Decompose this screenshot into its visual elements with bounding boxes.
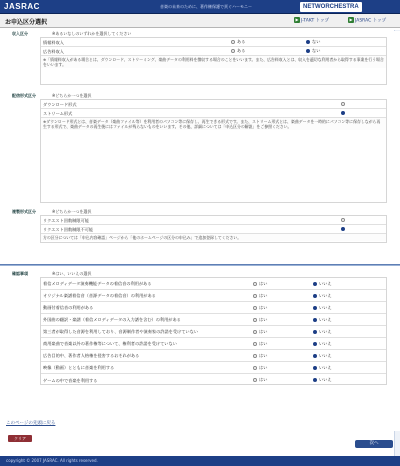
- radio-icon[interactable]: [313, 294, 317, 298]
- row-label: ゲームの中で音楽を利用する: [43, 377, 98, 383]
- radio-icon[interactable]: [253, 318, 257, 322]
- row-label: ストリーム形式: [43, 110, 73, 116]
- row-label: 着信メロディデータ演奏機能データの着信音の利用がある: [43, 281, 152, 286]
- table-row: [41, 109, 386, 118]
- jtakt-top-link[interactable]: ▶ J-TAKT トップ: [295, 17, 330, 24]
- option-yes[interactable]: はい: [253, 377, 313, 383]
- table-row: [41, 38, 386, 47]
- option-yes[interactable]: はい: [253, 341, 313, 347]
- row-label: リクエスト回数制限不可能: [43, 226, 94, 232]
- table-row: [41, 338, 386, 350]
- option-select[interactable]: [341, 102, 381, 106]
- table-row: [41, 100, 386, 109]
- table-row: [41, 278, 386, 290]
- radio-icon[interactable]: [341, 227, 345, 231]
- radio-icon[interactable]: [313, 282, 317, 286]
- table-row: [41, 225, 386, 234]
- header-tagline: 音楽の未来のために、著作権保護で貢ぐハーモニー: [160, 4, 252, 9]
- delivery-grid: [40, 99, 387, 203]
- radio-icon[interactable]: [253, 366, 257, 370]
- option-yes[interactable]: はい: [253, 365, 313, 371]
- radio-icon[interactable]: [231, 40, 235, 44]
- radio-icon[interactable]: [231, 49, 235, 53]
- option-no[interactable]: いいえ: [313, 353, 373, 359]
- option-no[interactable]: いいえ: [313, 377, 373, 383]
- back-to-top-link[interactable]: このページの先頭に戻る: [6, 421, 56, 426]
- option-no[interactable]: ない: [306, 39, 381, 45]
- table-row: [41, 302, 386, 314]
- confirmation-grid: [40, 277, 387, 385]
- application-form: [0, 31, 400, 441]
- section-instruction: ※はい、いいえの選択: [52, 271, 92, 276]
- row-label: 第三者が取得した音源を利用しており、音源制作者や演奏家の許諾を受けていない: [43, 329, 198, 334]
- table-row: [41, 290, 386, 302]
- row-label: 映像（動画）とともに音楽を利用する: [43, 365, 115, 370]
- option-no[interactable]: いいえ: [313, 365, 373, 371]
- jasrac-logo[interactable]: JASRAC: [4, 2, 40, 11]
- option-yes[interactable]: ある: [231, 39, 306, 45]
- section-instruction: ※どちらか一つを選択: [52, 93, 92, 98]
- jasrac-top-link[interactable]: ▶ JASRAC トップ: [349, 17, 387, 24]
- option-yes[interactable]: はい: [253, 329, 313, 335]
- radio-icon[interactable]: [306, 49, 310, 53]
- income-section: [0, 31, 400, 87]
- radio-icon[interactable]: [253, 330, 257, 334]
- row-label: 広告目的中、著作者人格権を侵害するおそれがある: [43, 353, 140, 358]
- income-grid: [40, 37, 387, 85]
- arrow-right-icon: ▶: [295, 17, 299, 22]
- row-label: ダウンロード形式: [43, 101, 77, 107]
- table-row: [41, 47, 386, 56]
- option-yes[interactable]: はい: [253, 353, 313, 359]
- radio-icon[interactable]: [253, 282, 257, 286]
- option-yes[interactable]: はい: [253, 281, 313, 287]
- replication-section: [0, 209, 400, 254]
- radio-icon[interactable]: [341, 102, 345, 106]
- page-title: お申込区分選択: [5, 19, 48, 26]
- table-row: [41, 326, 386, 338]
- option-yes[interactable]: はい: [253, 293, 313, 299]
- radio-icon[interactable]: [313, 378, 317, 382]
- radio-icon[interactable]: [341, 111, 345, 115]
- radio-icon[interactable]: [313, 318, 317, 322]
- section-label: 確認事項: [12, 271, 28, 276]
- section-instruction: ※あるいなしのいずれかを選択してください: [52, 31, 132, 36]
- next-button[interactable]: 次へ: [355, 440, 393, 448]
- footer-copyright: copyright © 2007 JASRAC. All rights reserved.: [0, 456, 400, 466]
- option-yes[interactable]: はい: [253, 317, 313, 323]
- replication-note: 方の区分については「申込内容確認」ページから「他のホームページの区分の申込み」で追加登録してください。: [41, 234, 386, 241]
- networchestra-logo[interactable]: NETWORCHESTRA: [300, 2, 362, 12]
- option-select[interactable]: [341, 227, 381, 231]
- clear-button[interactable]: クリア: [8, 435, 32, 442]
- option-no[interactable]: いいえ: [313, 305, 373, 311]
- radio-icon[interactable]: [313, 330, 317, 334]
- option-select[interactable]: [341, 218, 381, 222]
- section-label: 配信形式区分: [12, 93, 36, 98]
- radio-icon[interactable]: [253, 294, 257, 298]
- table-row: [41, 314, 386, 326]
- delivery-section: [0, 93, 400, 203]
- radio-icon[interactable]: [306, 40, 310, 44]
- frame-splitter[interactable]: [0, 264, 400, 266]
- row-label: 動画付着信音の利用がある: [43, 305, 94, 310]
- option-no[interactable]: いいえ: [313, 293, 373, 299]
- table-row: [41, 216, 386, 225]
- option-select[interactable]: [341, 111, 381, 115]
- row-label: オリジナル楽譜着信音（音源データの着信音）の利用がある: [43, 293, 156, 298]
- site-header: [0, 0, 400, 14]
- row-label: 商用楽曲で音楽以外の著作権等について、権利者の許諾を受けていない: [43, 341, 177, 346]
- section-label: 複製形式区分: [12, 209, 36, 214]
- radio-icon[interactable]: [313, 342, 317, 346]
- radio-icon[interactable]: [313, 366, 317, 370]
- row-label: 広告料収入: [43, 48, 64, 54]
- option-no[interactable]: いいえ: [313, 281, 373, 287]
- replication-grid: [40, 215, 387, 243]
- row-label: リクエスト回数制限可能: [43, 217, 89, 223]
- option-yes[interactable]: ある: [231, 48, 306, 54]
- radio-icon[interactable]: [313, 306, 317, 310]
- income-note: ※「情報料収入がある場合とは、ダウンロード、ストリーミング、楽曲データの利用料を徴収する場合のことをいいます。また、広告料収入とは、収入を適切な利用者から取得する事業を行う場合をいいます。: [41, 56, 386, 68]
- section-instruction: ※どちらか一つを選択: [52, 209, 92, 214]
- radio-icon[interactable]: [253, 306, 257, 310]
- radio-icon[interactable]: [341, 218, 345, 222]
- option-no[interactable]: いいえ: [313, 341, 373, 347]
- radio-icon[interactable]: [313, 354, 317, 358]
- table-row: [41, 350, 386, 362]
- row-label: 情報料収入: [43, 39, 64, 45]
- radio-icon[interactable]: [253, 354, 257, 358]
- option-yes[interactable]: はい: [253, 305, 313, 311]
- option-no[interactable]: いいえ: [313, 329, 373, 335]
- radio-icon[interactable]: [253, 378, 257, 382]
- section-label: 収入区分: [12, 31, 28, 36]
- title-bar: [0, 14, 400, 28]
- option-no[interactable]: いいえ: [313, 317, 373, 323]
- delivery-note: ※ダウンロード形式とは、音楽データ（楽曲ファイル等）を利用者のパソコン等に保存し、再生できる形式です。また、ストリーム形式とは、楽曲データを一時的にパソコン等に保存しながら再生する形式で、楽曲データの再生後にはファイルが残らないものをいいます。その他、詳細については「申込区分の解説」をご参照ください。: [41, 118, 386, 130]
- row-label: 外国曲の翻訳・楽譜（着信メロディデータの入力譜を含む）の利用がある: [43, 317, 181, 322]
- arrow-right-icon: ▶: [349, 17, 353, 22]
- table-row: [41, 374, 386, 386]
- radio-icon[interactable]: [253, 342, 257, 346]
- option-no[interactable]: ない: [306, 48, 381, 54]
- table-row: [41, 362, 386, 374]
- confirmation-section: [0, 271, 400, 431]
